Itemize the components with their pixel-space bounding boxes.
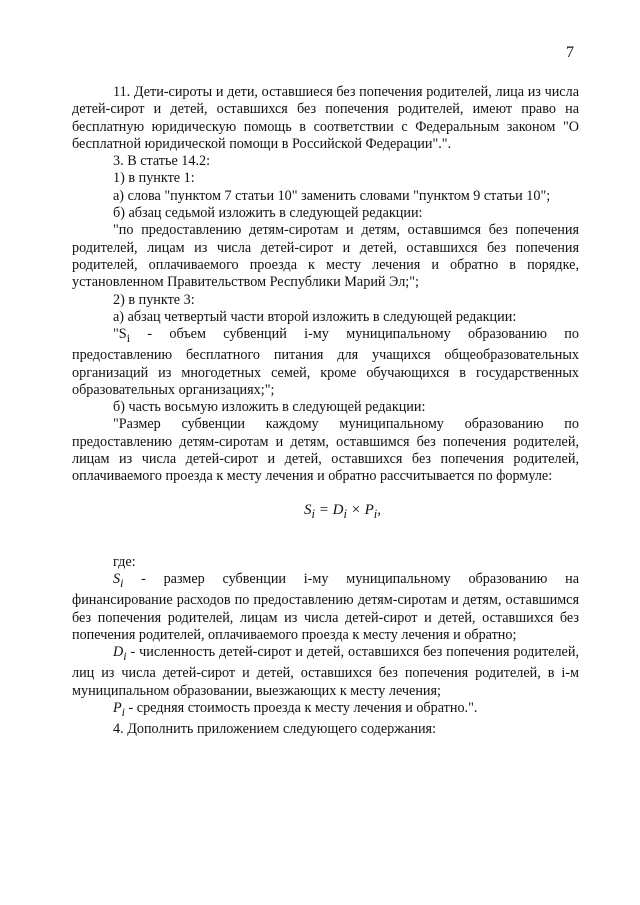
definition-p-sub: i xyxy=(121,704,125,719)
paragraph-3-2-a-quote xyxy=(72,326,579,399)
formula-d-sub: i xyxy=(343,506,347,521)
paragraph-3-heading: 3. В статье 14.2: xyxy=(113,153,211,170)
quote-text: - объем субвенций i-му муниципальному образованию по предоставлению бесплатного питания для учащихся общеобразовательных организаций из многодетных семей, кроме обучающихся в государственных образовательных организациях;"; xyxy=(72,326,579,398)
definition-s xyxy=(72,571,579,644)
paragraph-3-1-b-quote: "по предоставлению детям-сиротам и детям, оставшимся без попечения родителей, лицам из числа детей-сирот и детей, оставшихся без попечения родителей, оплачиваемого проезда к месту лечения и обратно в порядке, установленном Правительством Республики Марий Эл;"; xyxy=(72,222,579,291)
definition-s-text: - размер субвенции i-му муниципальному образованию на финансирование расходов по предоставлению детям-сиротам и детям, оставшимся без попечения родителей, лицам из числа детей-сирот и детей, оставшихся без попечения родителей, оплачиваемого проезда к месту лечения и обратно; xyxy=(72,571,579,643)
definition-d-sub: i xyxy=(123,649,127,664)
definition-p-text: - средняя стоимость проезда к месту лечения и обратно.". xyxy=(124,699,478,716)
paragraph-3-2: 2) в пункте 3: xyxy=(113,291,195,308)
formula-p: P xyxy=(364,501,374,518)
definition-d-symbol: D xyxy=(113,644,124,661)
definition-s-symbol: S xyxy=(113,571,121,588)
page-number: 7 xyxy=(566,44,574,61)
quote-subscript: i xyxy=(126,330,130,345)
document-body xyxy=(72,84,579,738)
quote-prefix: "S xyxy=(113,326,127,343)
paragraph-11: 11. Дети-сироты и дети, оставшиеся без попечения родителей, лица из числа детей-сирот и детей, оставшихся без попечения родителей, имеют право на бесплатную юридическую помощь в соответствии с Федеральным законом "О бесплатной юридической помощи в Российской Федерации".". xyxy=(72,84,579,152)
formula-equals: = xyxy=(314,501,333,518)
formula-s: S xyxy=(304,501,312,518)
paragraph-3-1-b: б) абзац седьмой изложить в следующей редакции: xyxy=(113,205,423,222)
definition-d-text: - численность детей-сирот и детей, оставшихся без попечения родителей, лиц из числа детей-сирот и детей, оставшихся без попечения родителей, в i-м муниципальном образовании, выезжающих к месту лечения; xyxy=(72,644,579,699)
definition-s-sub: i xyxy=(120,576,124,591)
formula-d: D xyxy=(332,501,344,518)
definition-d xyxy=(72,644,579,700)
formula-s-sub: i xyxy=(311,506,315,521)
paragraph-3-2-b: б) часть восьмую изложить в следующей редакции: xyxy=(113,399,426,416)
definition-p-symbol: P xyxy=(113,699,122,716)
paragraph-3-2-a: а) абзац четвертый части второй изложить в следующей редакции: xyxy=(113,308,517,325)
paragraph-3-2-b-quote: "Размер субвенции каждому муниципальному образованию по предоставлению детям-сиротам и детям, оставшимся без попечения родителей, лицам из числа детей-сирот и детей, оставшихся без попечения родителей, оплачиваемого проезда к месту лечения и обратно рассчитывается по формуле: xyxy=(72,416,579,485)
definition-p xyxy=(72,700,579,721)
paragraph-4: 4. Дополнить приложением следующего содержания: xyxy=(113,721,437,738)
formula-times: × xyxy=(346,501,365,518)
paragraph-3-1-a: а) слова "пунктом 7 статьи 10" заменить словами "пунктом 9 статьи 10"; xyxy=(113,187,551,204)
formula-comma: , xyxy=(377,501,381,518)
formula-p-sub: i xyxy=(373,506,378,521)
formula xyxy=(72,502,579,523)
where-label: где: xyxy=(113,553,136,570)
paragraph-3-1: 1) в пункте 1: xyxy=(113,170,195,187)
